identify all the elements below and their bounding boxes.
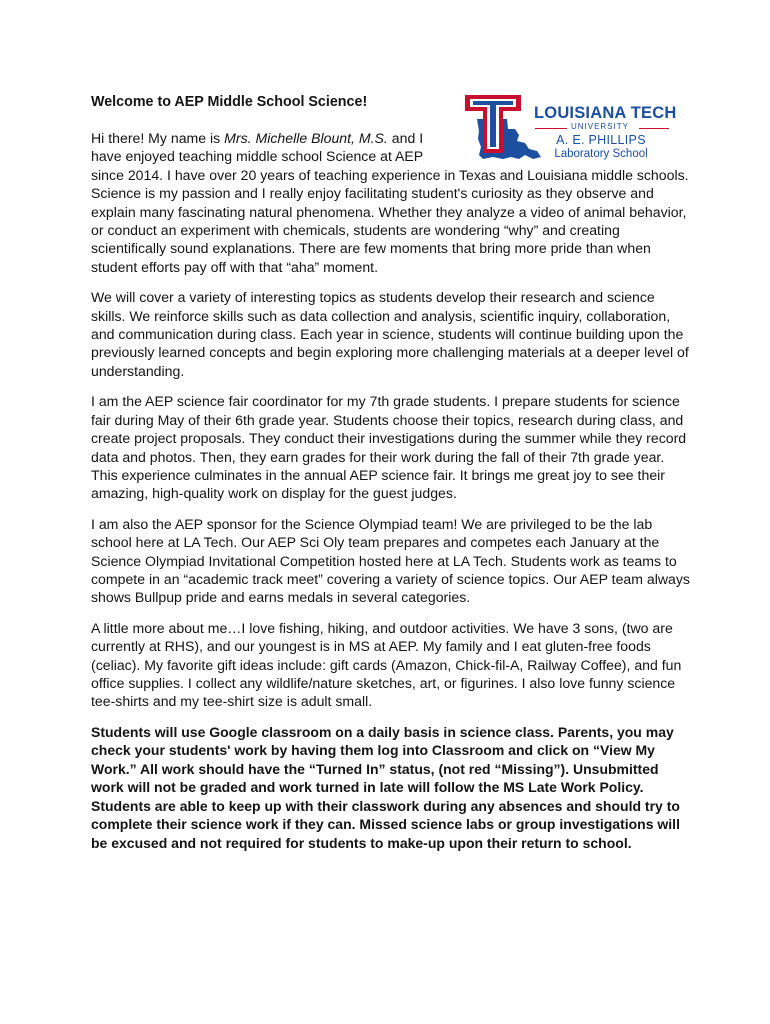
paragraph-topics: We will cover a variety of interesting topics as students develop their research and science skills. We reinforce skills such as data collection and analysis, scientific inquiry, collaboration, and communication during class. Each year in science, students will continue building upon the previously learned concepts and begin exploring more challenging materials at a deeper level of understanding.: [91, 289, 689, 379]
teacher-name: Mrs. Michelle Blount, M.S.: [224, 130, 388, 146]
intro-greeting: Hi there! My name is: [91, 130, 225, 146]
logo-university-label: UNIVERSITY: [570, 122, 629, 131]
intro-paragraph: [91, 129, 691, 276]
logo-school-subtitle: Laboratory School: [554, 148, 648, 160]
paragraph-about-me: A little more about me…I love fishing, hiking, and outdoor activities. We have 3 sons, (two are currently at RHS), and our youngest is in MS at AEP. My family and I eat gluten-free foods (celiac). My favorite gift ideas include: gift cards (Amazon, Chick-fil-A, Railway Coffee), and fun office supplies. I collect any wildlife/nature sketches, art, or figurines. I also love funny science tee-shirts and my tee-shirt size is adult small.: [91, 619, 682, 710]
intro-line1-end: and I: [387, 130, 424, 146]
paragraph-science-olympiad: I am also the AEP sponsor for the Science Olympiad team! We are privileged to be the lab school here at LA Tech. Our AEP Sci Oly team prepares and competes each January at the Science Olympiad Invitational Competition hosted here at LA Tech. Students work as teams to compete in an “academic track meet” covering a variety of science topics. Our AEP team always shows Bullpup pride and earns medals in several categories.: [91, 515, 690, 606]
logo-university-name: LOUISIANA TECH: [534, 104, 677, 122]
logo-school-name: A. E. PHILLIPS: [556, 133, 646, 147]
intro-line2: have enjoyed teaching middle school Science at AEP: [91, 148, 424, 165]
letter-body: [91, 93, 691, 852]
paragraph-google-classroom: Students will use Google classroom on a daily basis in science class. Parents, you may check your students' work by having them log into Classroom and click on “View My Work.” All work should have the “Turned In” status, (not red “Missing”). Unsubmitted work will not be graded and work turned in late will follow the MS Late Work Policy. Students are able to keep up with their classwork during any absences and should try to complete their science work if they can. Missed science labs or group investigations will be excused and not required for students to make-up upon their return to school.: [91, 723, 680, 851]
paragraph-science-fair: I am the AEP science fair coordinator for my 7th grade students. I prepare students for science fair during May of their 6th grade year. Students choose their topics, research during class, and create project proposals. They conduct their investigations during the summer while they record data and photos. Then, they earn grades for their work during the fall of their 7th grade year. This experience culminates in the annual AEP science fair. It brings me great joy to see their amazing, high-quality work on display for the guest judges.: [91, 393, 687, 502]
intro-rest: since 2014. I have over 20 years of teaching experience in Texas and Louisiana middle schools. Science is my passion and I really enjoy facilitating student's curiosity as they observe and explain many fascinating natural phenomena. Whether they analyze a video of animal behavior, or conduct an experiment with chemicals, students are wondering “why” and creating scientifically sound explanations. There are few moments that bring more pride than when student efforts pay off with that “aha” moment.: [91, 166, 689, 275]
page-title: Welcome to AEP Middle School Science!: [91, 94, 368, 110]
